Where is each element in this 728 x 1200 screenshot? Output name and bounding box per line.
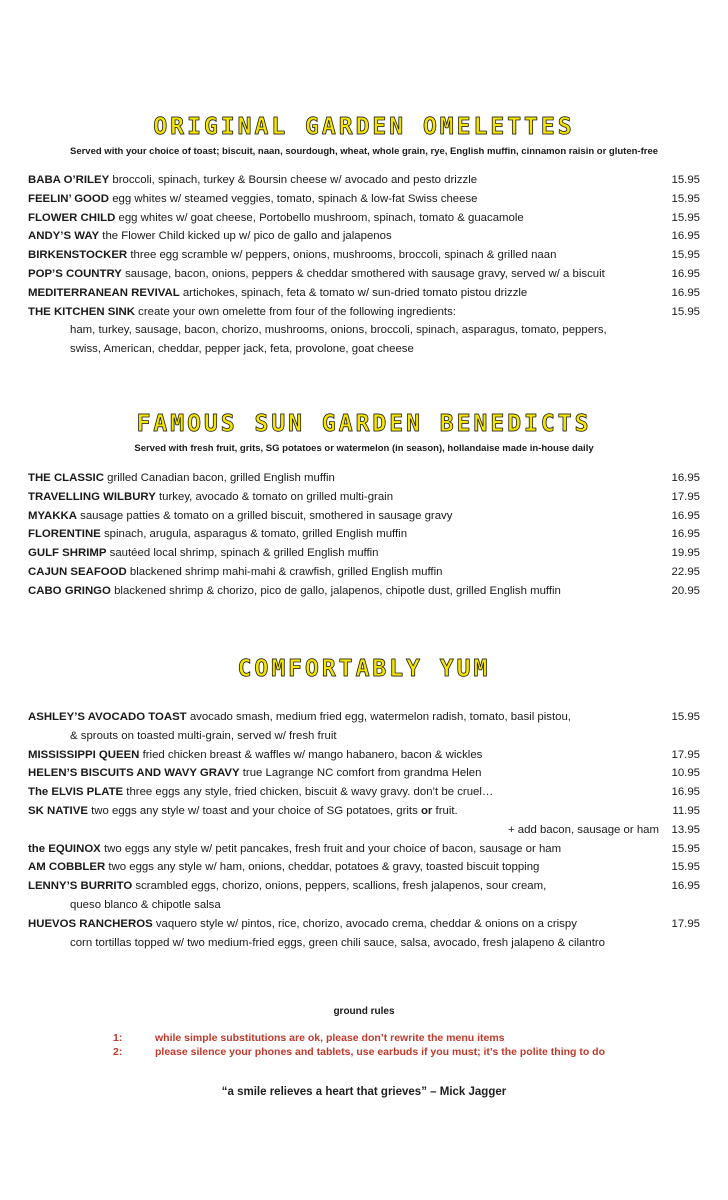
menu-item: The ELVIS PLATE three eggs any style, fried chicken, biscuit & wavy gravy. don’t be cruel… 16.95 <box>28 786 700 799</box>
menu-item: HELEN’S BISCUITS AND WAVY GRAVY true Lagrange NC comfort from grandma Helen 10.95 <box>28 767 700 780</box>
omelettes-list <box>28 171 700 359</box>
benedicts-title: FAMOUS SUN GARDEN BENEDICTS <box>136 411 592 437</box>
yum-section <box>0 654 728 684</box>
menu-item: THE CLASSIC grilled Canadian bacon, grilled English muffin 16.95 <box>28 472 700 484</box>
menu-item: CABO GRINGO blackened shrimp & chorizo, pico de gallo, jalapenos, chipotle dust, grilled English muffin 20.95 <box>28 584 700 597</box>
omelettes-subtitle: Served with your choice of toast; biscuit, naan, sourdough, wheat, whole grain, rye, English muffin, cinnamon raisin or gluten-free <box>69 146 659 157</box>
menu-item-continuation: ham, turkey, sausage, bacon, chorizo, mushrooms, onions, broccoli, spinach, asparagus, tomato, peppers, <box>70 324 607 337</box>
menu-item-continuation: & sprouts on toasted multi-grain, served w/ fresh fruit <box>70 729 337 742</box>
menu-item: ASHLEY’S AVOCADO TOAST avocado smash, medium fried egg, watermelon radish, tomato, basil pistou, 15.95 <box>28 711 700 723</box>
menu-item-continuation: queso blanco & chipotle salsa <box>70 898 221 911</box>
menu-item: MISSISSIPPI QUEEN fried chicken breast & waffles w/ mango habanero, bacon & wickles 17.95 <box>28 748 700 761</box>
benedicts-subtitle: Served with fresh fruit, grits, SG potatoes or watermelon (in season), hollandaise made in-house daily <box>134 443 594 454</box>
menu-item: the EQUINOX two eggs any style w/ petit pancakes, fresh fruit and your choice of bacon, sausage or ham 15.95 <box>28 842 700 855</box>
menu-item-continuation: swiss, American, cheddar, pepper jack, feta, provolone, goat cheese <box>70 343 414 356</box>
rule-item: 1: while simple substitutions are ok, please don’t rewrite the menu items <box>113 1032 505 1044</box>
quote: “a smile relieves a heart that grieves” – Mick Jagger <box>221 1086 507 1098</box>
rule-item: 2: please silence your phones and tablets, use earbuds if you must; it’s the polite thing to do <box>113 1046 606 1058</box>
menu-item: MYAKKA sausage patties & tomato on a grilled biscuit, smothered in sausage gravy 16.95 <box>28 509 700 522</box>
menu-item: ANDY’S WAY the Flower Child kicked up w/ pico de gallo and jalapenos 16.95 <box>28 230 700 243</box>
menu-item: TRAVELLING WILBURY turkey, avocado & tomato on grilled multi-grain 17.95 <box>28 490 700 503</box>
menu-item: GULF SHRIMP sautéed local shrimp, spinach & grilled English muffin 19.95 <box>28 547 700 560</box>
menu-item: MEDITERRANEAN REVIVAL artichokes, spinach, feta & tomato w/ sun-dried tomato pistou drizzle 16.95 <box>28 286 700 299</box>
menu-item: FEELIN’ GOOD egg whites w/ steamed veggies, tomato, spinach & low-fat Swiss cheese 15.95 <box>28 192 700 205</box>
benedicts-section <box>0 409 728 456</box>
omelettes-title: ORIGINAL GARDEN OMELETTES <box>153 114 575 140</box>
menu-item: SK NATIVE two eggs any style w/ toast and your choice of SG potatoes, grits or fruit. 11.95 <box>28 804 700 817</box>
menu-item: THE KITCHEN SINK create your own omelette from four of the following ingredients: 15.95 <box>28 305 700 318</box>
menu-item: POP’S COUNTRY sausage, bacon, onions, peppers & cheddar smothered with sausage gravy, served w/ a biscuit 16.95 <box>28 267 700 280</box>
menu-item: AM COBBLER two eggs any style w/ ham, onions, cheddar, potatoes & gravy, toasted biscuit topping 15.95 <box>28 861 700 874</box>
benedicts-list <box>28 469 700 601</box>
menu-item: HUEVOS RANCHEROS vaquero style w/ pintos, rice, chorizo, avocado crema, cheddar & onions on a crispy 17.95 <box>28 917 700 930</box>
menu-item: BABA O’RILEY broccoli, spinach, turkey & Boursin cheese w/ avocado and pesto drizzle 15.95 <box>28 174 700 186</box>
ground-rules-title: ground rules <box>333 1006 395 1017</box>
menu-item: FLOWER CHILD egg whites w/ goat cheese, Portobello mushroom, spinach, tomato & guacamole 15.95 <box>28 211 700 224</box>
menu-item: CAJUN SEAFOOD blackened shrimp mahi-mahi & crawfish, grilled English muffin 22.95 <box>28 565 700 578</box>
omelettes-section <box>0 112 728 159</box>
menu-item: BIRKENSTOCKER three egg scramble w/ peppers, onions, mushrooms, broccoli, spinach & grilled naan 15.95 <box>28 249 700 262</box>
menu-item-continuation: corn tortillas topped w/ two medium-fried eggs, green chili sauce, salsa, avocado, fresh jalapeno & cilantro <box>70 936 606 949</box>
yum-list <box>28 708 700 952</box>
yum-title: COMFORTABLY YUM <box>237 656 491 682</box>
menu-item: FLORENTINE spinach, arugula, asparagus & tomato, grilled English muffin 16.95 <box>28 528 700 541</box>
menu-item-addon: + add bacon, sausage or ham 13.95 <box>507 823 700 836</box>
ground-rules <box>0 1006 728 1059</box>
menu-item: LENNY’S BURRITO scrambled eggs, chorizo, onions, peppers, scallions, fresh jalapenos, sour cream, 16.95 <box>28 880 700 893</box>
